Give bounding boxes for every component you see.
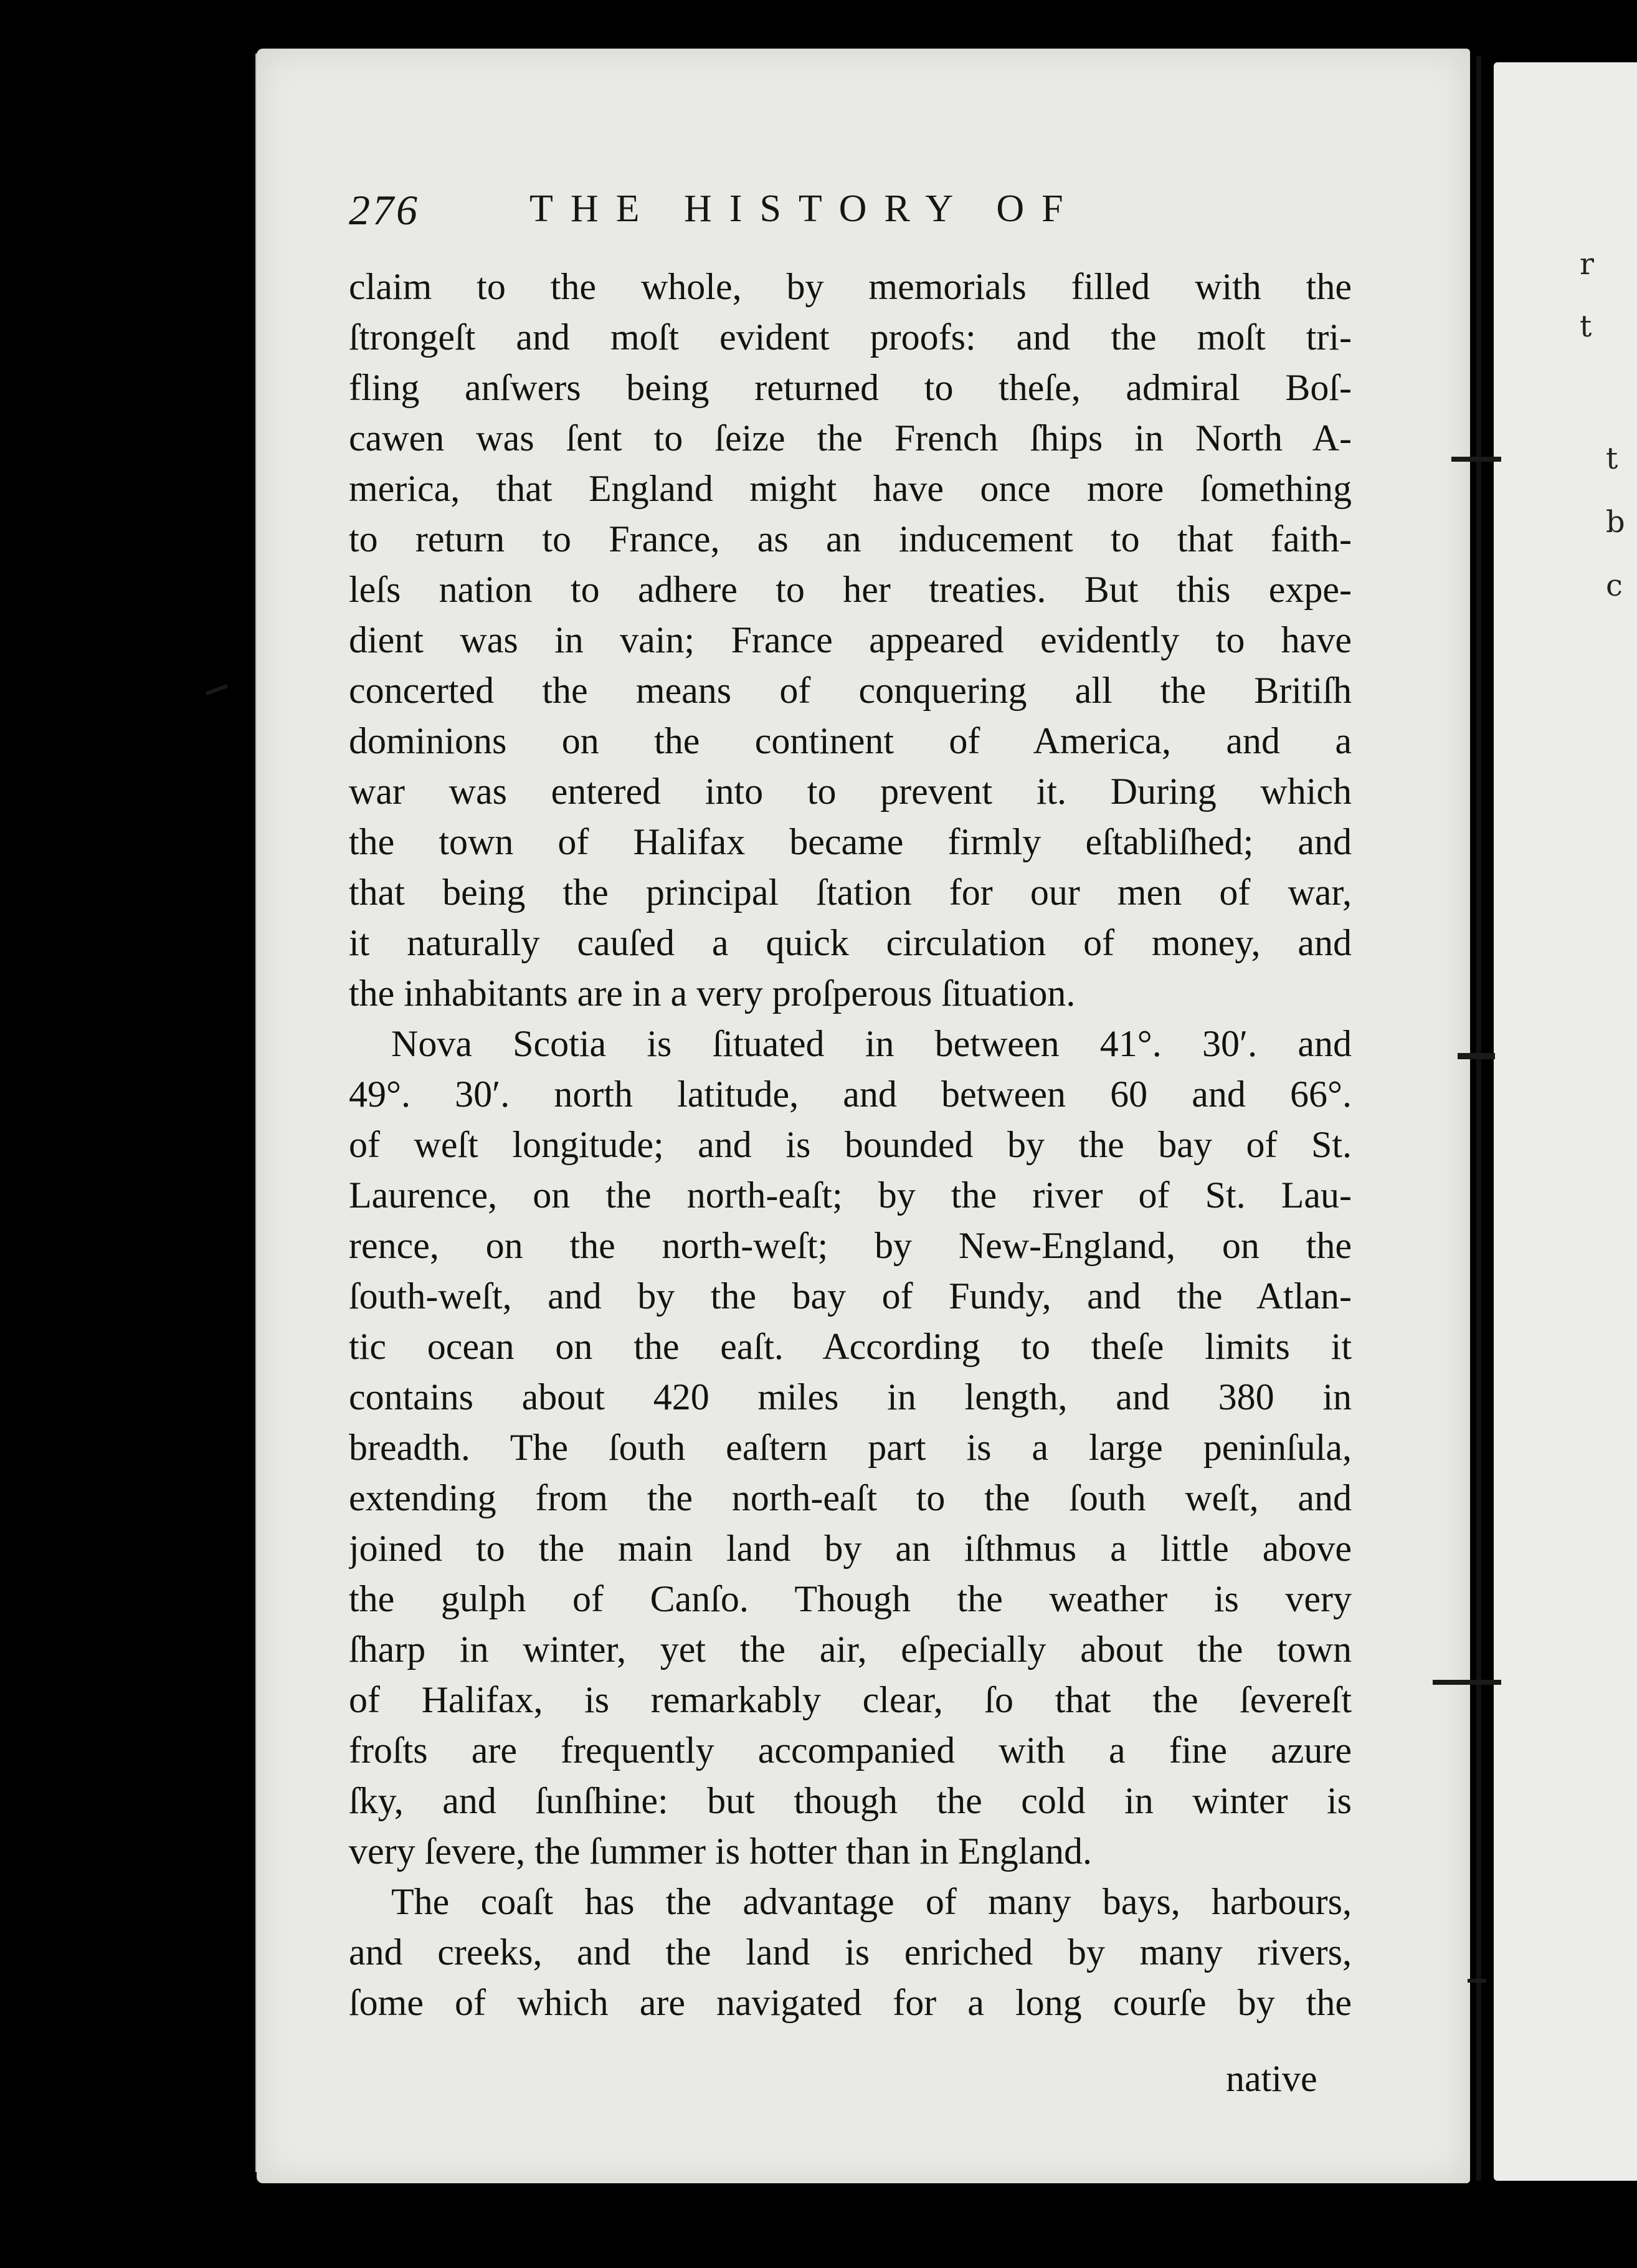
text-line: 49°. 30′. north latitude, and between 60 and 66°. [349, 1074, 1352, 1115]
paragraph [349, 1019, 1352, 1877]
text-line: the inhabitants are in a very proſperous ſituation. [349, 973, 1076, 1014]
text-line: dominions on the continent of America, and a [349, 720, 1352, 761]
text-line: and creeks, and the land is enriched by many rivers, [349, 1932, 1352, 1973]
text-line: war was entered into to prevent it. During which [349, 771, 1352, 812]
paragraph [349, 262, 1352, 1019]
text-line: claim to the whole, by memorials filled with the [349, 266, 1352, 307]
text-line: very ſevere, the ſummer is hotter than in England. [349, 1831, 1092, 1872]
margin-mark [1433, 1680, 1501, 1685]
text-line: ſharp in winter, yet the air, eſpecially about the town [349, 1629, 1352, 1670]
text-line: the town of Halifax became firmly eſtabliſhed; and [349, 821, 1352, 862]
margin-mark [1468, 1979, 1486, 1983]
text-line: froſts are frequently accompanied with a fine azure [349, 1730, 1352, 1771]
text-line: Laurence, on the north-eaſt; by the river of St. Lau- [349, 1174, 1352, 1216]
running-head [349, 186, 1271, 248]
text-line: ſky, and ſunſhine: but though the cold in winter is [349, 1780, 1352, 1821]
text-line: rence, on the north-weſt; by New-England, on the [349, 1225, 1352, 1266]
text-line: joined to the main land by an iſthmus a little above [349, 1528, 1352, 1569]
text-line: the gulph of Canſo. Though the weather is very [349, 1578, 1352, 1619]
text-line: to return to France, as an inducement to that faith- [349, 518, 1352, 560]
adjacent-page-fragment: r [1580, 247, 1594, 282]
text-line: it naturally cauſed a quick circulation of money, and [349, 922, 1352, 963]
catchword: native [1226, 2058, 1317, 2099]
adjacent-page-fragment: t [1580, 309, 1592, 344]
text-line: breadth. The ſouth eaſtern part is a large peninſula, [349, 1427, 1352, 1468]
text-line: ſome of which are navigated for a long courſe by the [349, 1982, 1352, 2023]
text-line: extending from the north-eaſt to the ſouth weſt, and [349, 1477, 1352, 1518]
margin-mark [1458, 1053, 1495, 1059]
text-line: merica, that England might have once more ſomething [349, 468, 1352, 509]
text-line: of weſt longitude; and is bounded by the bay of St. [349, 1124, 1352, 1165]
running-title: THE HISTORY OF [529, 188, 1081, 230]
text-line: dient was in vain; France appeared evidently to have [349, 619, 1352, 660]
text-line: that being the principal ſtation for our men of war, [349, 872, 1352, 913]
text-line: ſouth-weſt, and by the bay of Fundy, and the Atlan- [349, 1275, 1352, 1317]
text-line: of Halifax, is remarkably clear, ſo that the ſevereſt [349, 1679, 1352, 1720]
text-line: contains about 420 miles in length, and 380 in [349, 1376, 1352, 1418]
adjacent-page-fragment: t [1606, 441, 1618, 476]
text-line: tic ocean on the eaſt. According to theſe limits it [349, 1326, 1352, 1367]
paragraph [349, 1877, 1352, 2028]
text-line: ſtrongeſt and moſt evident proofs: and the moſt tri- [349, 317, 1352, 358]
adjacent-page-fragment: b [1606, 505, 1625, 540]
adjacent-page-fragment: c [1606, 568, 1623, 603]
adjacent-page [1494, 62, 1637, 2181]
text-line: leſs nation to adhere to her treaties. But this expe- [349, 569, 1352, 610]
margin-mark [206, 684, 228, 695]
text-line: Nova Scotia is ſituated in between 41°. 30′. and [391, 1023, 1352, 1064]
text-line: cawen was ſent to ſeize the French ſhips in North A- [349, 417, 1352, 459]
text-line: fling anſwers being returned to theſe, admiral Boſ- [349, 367, 1352, 408]
text-line: The coaſt has the advantage of many bays, harbours, [391, 1881, 1352, 1922]
body-text [349, 262, 1352, 2028]
text-line: concerted the means of conquering all the Britiſh [349, 670, 1352, 711]
gutter-fold [1476, 56, 1481, 2181]
page-number: 276 [349, 186, 420, 234]
margin-mark [1451, 457, 1501, 462]
